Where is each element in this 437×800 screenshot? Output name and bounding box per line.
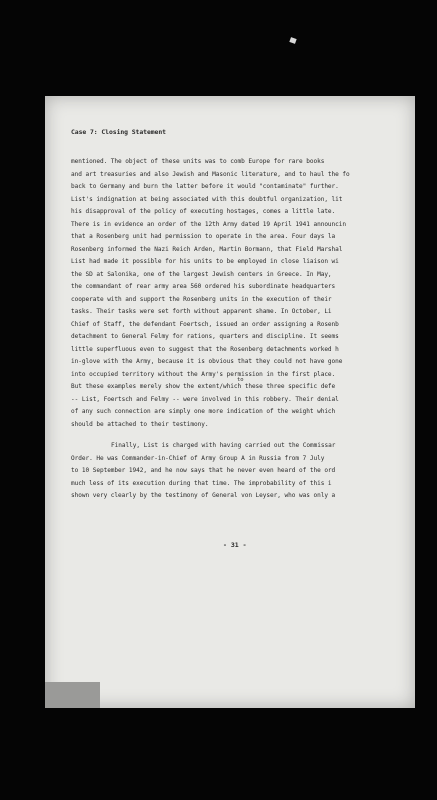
scan-artifact xyxy=(289,37,296,44)
text-line-content: But these examples merely show the extent/which these three specific defe xyxy=(71,383,336,390)
text-line: List had made it possible for his units to be employed in close liaison wi xyxy=(71,258,339,265)
text-line: the commandant of rear army area 560 ordered his subordinate headquarters xyxy=(71,283,336,290)
text-line: List's indignation at being associated with this doubtful organization, lit xyxy=(71,195,343,203)
text-line: There is in evidence an order of the 12th Army dated 19 April 1941 announcin xyxy=(71,220,347,228)
text-line: Finally, List is charged with having carried out the Commissar xyxy=(111,442,336,449)
text-line: little superfluous even to suggest that the Rosenberg detachments worked h xyxy=(71,345,339,353)
text-line: tasks. Their tasks were set forth without apparent shame. In October, Li xyxy=(71,308,332,315)
text-line: detachment to General Felmy for rations, quarters and discipline. It seems xyxy=(71,333,339,340)
text-line: mentioned. The object of these units was to comb Europe for rare books xyxy=(71,158,325,165)
interline-insertion: to xyxy=(237,377,244,383)
paper-edge-strip xyxy=(45,682,100,708)
text-line: Rosenberg informed the Nazi Reich Arden, Martin Bormann, that Field Marshal xyxy=(71,245,343,253)
text-line: should be attached to their testimony. xyxy=(71,420,209,428)
text-line: the SD at Salonika, one of the largest Jewish centers in Greece. In May, xyxy=(71,270,332,278)
text-line: cooperate with and support the Rosenberg units in the execution of their xyxy=(71,295,332,303)
page-heading: Case 7: Closing Statement xyxy=(71,128,166,136)
text-line: -- List, Foertsch and Felmy -- were involved in this robbery. Their denial xyxy=(71,395,339,403)
document-page xyxy=(45,96,415,708)
text-line: shown very clearly by the testimony of General von Leyser, who was only a xyxy=(71,492,336,499)
text-line xyxy=(71,377,411,394)
text-line: back to Germany and burn the latter before it would "contaminate" further. xyxy=(71,183,339,190)
text-line: and art treasuries and also Jewish and Masonic literature, and to haul the fo xyxy=(71,170,350,178)
text-line: much less of its execution during that time. The improbability of this i xyxy=(71,479,332,487)
text-line: to 10 September 1942, and he now says that he never even heard of the ord xyxy=(71,467,336,474)
page-number: - 31 - xyxy=(223,541,247,549)
paragraph-2 xyxy=(71,440,411,503)
text-line: that a Rosenberg unit had permission to operate in the area. Four days la xyxy=(71,233,336,240)
page-text xyxy=(71,128,411,503)
text-line: Order. He was Commander-in-Chief of Army Group A in Russia from 7 July xyxy=(71,454,325,462)
text-line: into occupied territory without the Army's permission in the first place. xyxy=(71,370,336,378)
text-line: his disapproval of the policy of executing hostages, comes a little late. xyxy=(71,208,336,215)
text-line: in-glove with the Army, because it is obvious that they could not have gone xyxy=(71,358,343,365)
text-line: of any such connection are simply one more indication of the weight which xyxy=(71,408,336,415)
paragraph-1 xyxy=(71,156,411,431)
text-line: Chief of Staff, the defendant Foertsch, issued an order assigning a Rosenb xyxy=(71,320,339,328)
